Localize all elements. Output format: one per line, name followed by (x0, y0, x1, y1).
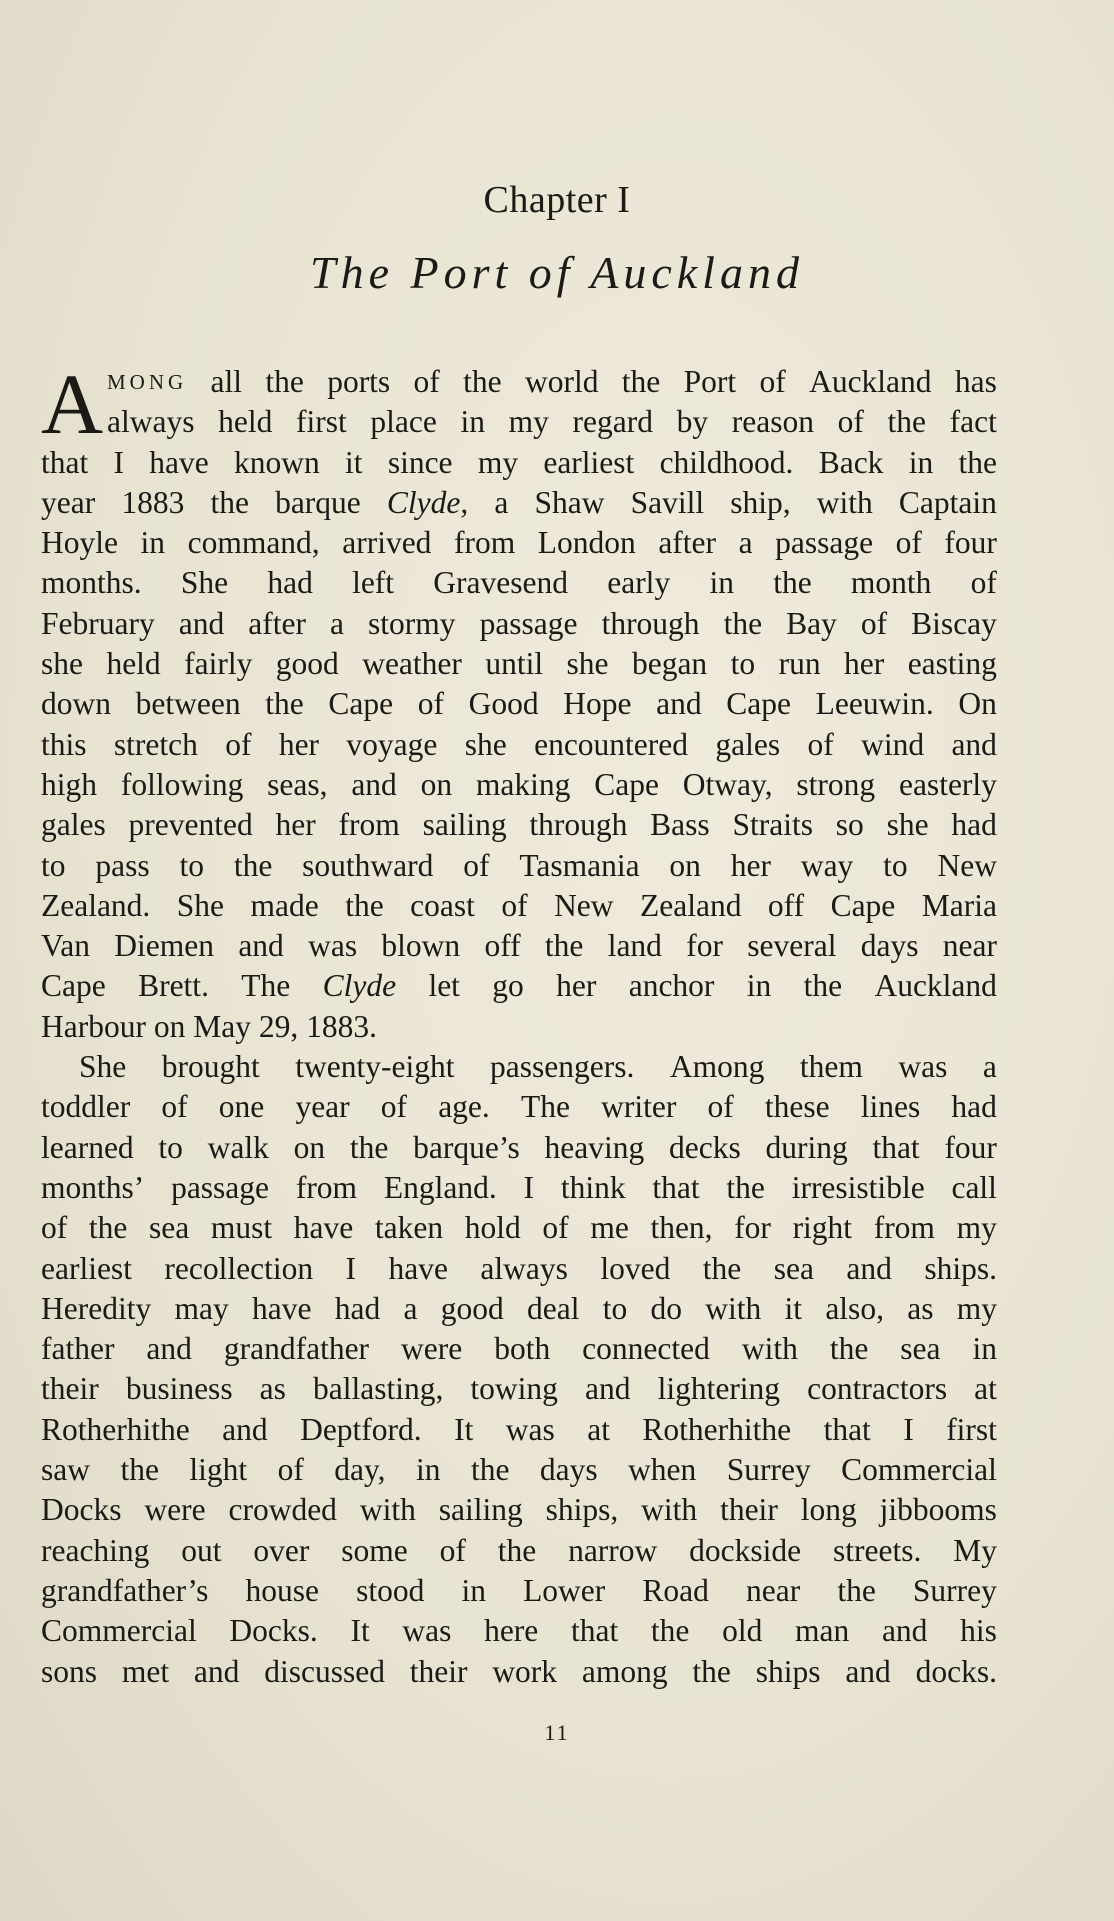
paragraph-2 (41, 1047, 997, 1692)
text-line: Harbour on May 29, 1883. (41, 1008, 377, 1044)
text-line: gales prevented her from sailing through Bass Straits so she had (41, 807, 997, 843)
text-line: months. She had left Gravesend early in the month of (41, 565, 997, 601)
text-line: learned to walk on the barque’s heaving decks during that four (41, 1129, 997, 1165)
small-caps-word: MONG (107, 370, 188, 394)
text-line: Heredity may have had a good deal to do with it also, as my (41, 1290, 997, 1326)
text-line: year 1883 the barque Clyde, a Shaw Savill ship, with Captain (41, 484, 997, 520)
text-line: this stretch of her voyage she encountered gales of wind and (41, 726, 997, 762)
text-line: that I have known it since my earliest childhood. Back in the (41, 444, 997, 480)
text-line: February and after a stormy passage through the Bay of Biscay (41, 605, 997, 641)
text-line: grandfather’s house stood in Lower Road near the Surrey (41, 1572, 997, 1608)
text-line: reaching out over some of the narrow dockside streets. My (41, 1532, 997, 1568)
page-number: 11 (544, 1720, 570, 1745)
text-line: to pass to the southward of Tasmania on her way to New (41, 847, 997, 883)
text-line: Zealand. She made the coast of New Zealand off Cape Maria (41, 887, 997, 923)
text-line: Docks were crowded with sailing ships, with their long jibbooms (41, 1492, 997, 1528)
chapter-number: Chapter I (483, 179, 631, 221)
text-line: Cape Brett. The Clyde let go her anchor in the Auckland (41, 968, 997, 1004)
drop-cap: A (41, 356, 104, 452)
text-line: earliest recollection I have always loved the sea and ships. (41, 1250, 997, 1286)
text-line: Van Diemen and was blown off the land for several days near (41, 928, 997, 964)
text-line: Rotherhithe and Deptford. It was at Rotherhithe that I first (41, 1411, 997, 1447)
text-line: Hoyle in command, arrived from London after a passage of four (41, 525, 997, 561)
text-line: high following seas, and on making Cape Otway, strong easterly (41, 766, 997, 802)
text-line: She brought twenty-eight passengers. Among them was a (79, 1049, 997, 1085)
text-line: father and grandfather were both connected with the sea in (41, 1331, 997, 1367)
text-line: always held first place in my regard by reason of the fact (107, 404, 997, 440)
text-line: she held fairly good weather until she began to run her easting (41, 646, 997, 682)
text-line: saw the light of day, in the days when Surrey Commercial (41, 1452, 997, 1488)
chapter-title: The Port of Auckland (310, 247, 804, 298)
text-line: MONG all the ports of the world the Port of Auckland has (41, 362, 997, 402)
text-line: their business as ballasting, towing and lightering contractors at (41, 1371, 997, 1407)
text-line: sons met and discussed their work among the ships and docks. (41, 1653, 997, 1689)
paragraph-1 (41, 356, 997, 1047)
text-line: months’ passage from England. I think that the irresistible call (41, 1169, 997, 1205)
text-line: Commercial Docks. It was here that the old man and his (41, 1613, 997, 1649)
text-line: toddler of one year of age. The writer of these lines had (41, 1089, 997, 1125)
text-line: of the sea must have taken hold of me then, for right from my (41, 1210, 997, 1246)
text-line: down between the Cape of Good Hope and Cape Leeuwin. On (41, 686, 997, 722)
body-text (41, 356, 997, 1692)
